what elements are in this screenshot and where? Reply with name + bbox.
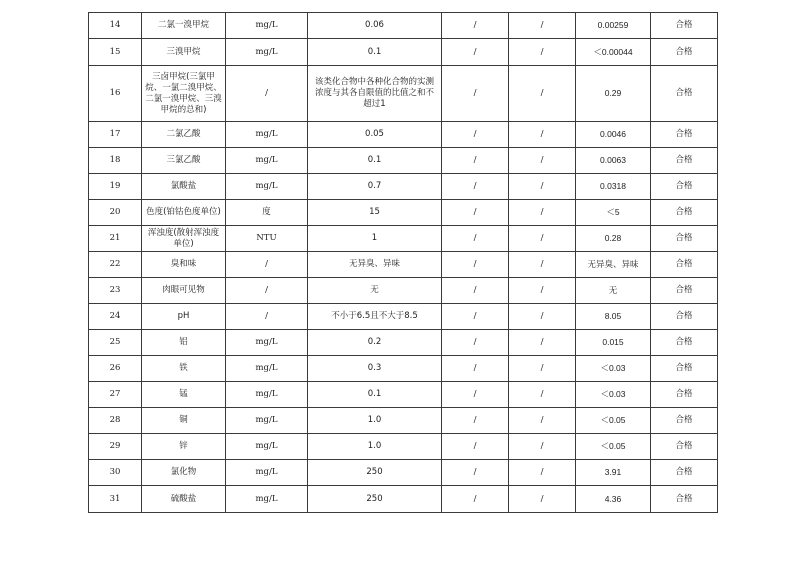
unit-cell: /	[226, 278, 308, 304]
unit-cell: mg/L	[226, 174, 308, 200]
limit-cell: 0.7	[308, 174, 442, 200]
test-results-table	[88, 12, 718, 513]
empty-slash-cell: /	[509, 278, 576, 304]
result-cell: 0.0063	[576, 148, 651, 174]
result-cell: ＜0.00044	[576, 39, 651, 66]
empty-slash-cell: /	[509, 122, 576, 148]
empty-slash-cell: /	[509, 252, 576, 278]
result-cell: 0.0318	[576, 174, 651, 200]
unit-cell: mg/L	[226, 39, 308, 66]
row-number: 27	[89, 382, 142, 408]
row-number: 21	[89, 226, 142, 252]
limit-cell: 1.0	[308, 434, 442, 460]
verdict-cell: 合格	[651, 13, 718, 39]
item-name: 氯化物	[142, 460, 226, 486]
item-name: pH	[142, 304, 226, 330]
row-number: 16	[89, 66, 142, 122]
item-name: 三氯乙酸	[142, 148, 226, 174]
table-row	[89, 356, 718, 382]
empty-slash-cell: /	[442, 252, 509, 278]
item-name: 色度(铂钴色度单位)	[142, 200, 226, 226]
unit-cell: mg/L	[226, 408, 308, 434]
empty-slash-cell: /	[509, 148, 576, 174]
empty-slash-cell: /	[442, 486, 509, 513]
unit-cell: NTU	[226, 226, 308, 252]
table-row	[89, 13, 718, 39]
item-name: 氯酸盐	[142, 174, 226, 200]
verdict-cell: 合格	[651, 122, 718, 148]
limit-cell: 无异臭、异味	[308, 252, 442, 278]
result-cell: 8.05	[576, 304, 651, 330]
empty-slash-cell: /	[509, 66, 576, 122]
limit-cell: 0.1	[308, 39, 442, 66]
result-cell: 0.29	[576, 66, 651, 122]
item-name: 铝	[142, 330, 226, 356]
table-row	[89, 382, 718, 408]
row-number: 24	[89, 304, 142, 330]
unit-cell: mg/L	[226, 434, 308, 460]
table-row	[89, 304, 718, 330]
unit-cell: /	[226, 66, 308, 122]
empty-slash-cell: /	[442, 122, 509, 148]
limit-cell: 0.1	[308, 382, 442, 408]
unit-cell: /	[226, 304, 308, 330]
result-cell: 3.91	[576, 460, 651, 486]
row-number: 30	[89, 460, 142, 486]
empty-slash-cell: /	[442, 200, 509, 226]
table-row	[89, 174, 718, 200]
unit-cell: 度	[226, 200, 308, 226]
table-row	[89, 252, 718, 278]
limit-cell: 0.3	[308, 356, 442, 382]
item-name: 肉眼可见物	[142, 278, 226, 304]
verdict-cell: 合格	[651, 200, 718, 226]
empty-slash-cell: /	[442, 356, 509, 382]
verdict-cell: 合格	[651, 252, 718, 278]
empty-slash-cell: /	[509, 304, 576, 330]
verdict-cell: 合格	[651, 486, 718, 513]
verdict-cell: 合格	[651, 39, 718, 66]
empty-slash-cell: /	[509, 39, 576, 66]
unit-cell: mg/L	[226, 13, 308, 39]
limit-cell: 0.2	[308, 330, 442, 356]
item-name: 铁	[142, 356, 226, 382]
item-name: 锌	[142, 434, 226, 460]
empty-slash-cell: /	[442, 66, 509, 122]
item-name: 硫酸盐	[142, 486, 226, 513]
table-body	[89, 13, 718, 513]
unit-cell: /	[226, 252, 308, 278]
unit-cell: mg/L	[226, 486, 308, 513]
verdict-cell: 合格	[651, 434, 718, 460]
empty-slash-cell: /	[442, 278, 509, 304]
item-name: 二氯一溴甲烷	[142, 13, 226, 39]
empty-slash-cell: /	[509, 200, 576, 226]
result-cell: 无异臭、异味	[576, 252, 651, 278]
empty-slash-cell: /	[509, 13, 576, 39]
limit-cell: 无	[308, 278, 442, 304]
item-name: 锰	[142, 382, 226, 408]
unit-cell: mg/L	[226, 382, 308, 408]
empty-slash-cell: /	[509, 330, 576, 356]
empty-slash-cell: /	[442, 304, 509, 330]
empty-slash-cell: /	[442, 460, 509, 486]
verdict-cell: 合格	[651, 408, 718, 434]
empty-slash-cell: /	[509, 434, 576, 460]
limit-cell: 250	[308, 486, 442, 513]
limit-cell: 0.06	[308, 13, 442, 39]
verdict-cell: 合格	[651, 382, 718, 408]
empty-slash-cell: /	[442, 408, 509, 434]
verdict-cell: 合格	[651, 66, 718, 122]
verdict-cell: 合格	[651, 330, 718, 356]
result-cell: 0.0046	[576, 122, 651, 148]
result-cell: ＜0.05	[576, 434, 651, 460]
empty-slash-cell: /	[442, 13, 509, 39]
verdict-cell: 合格	[651, 460, 718, 486]
unit-cell: mg/L	[226, 330, 308, 356]
empty-slash-cell: /	[442, 39, 509, 66]
item-name: 三卤甲烷(三氯甲烷、一氯二溴甲烷、二氯一溴甲烷、三溴甲烷的总和)	[142, 66, 226, 122]
unit-cell: mg/L	[226, 148, 308, 174]
item-name: 铜	[142, 408, 226, 434]
limit-cell: 250	[308, 460, 442, 486]
table-row	[89, 460, 718, 486]
result-cell: ＜5	[576, 200, 651, 226]
table-row	[89, 226, 718, 252]
table-row	[89, 39, 718, 66]
empty-slash-cell: /	[509, 486, 576, 513]
table-row	[89, 486, 718, 513]
table-row	[89, 330, 718, 356]
table-row	[89, 66, 718, 122]
empty-slash-cell: /	[442, 330, 509, 356]
result-cell: 0.015	[576, 330, 651, 356]
unit-cell: mg/L	[226, 122, 308, 148]
row-number: 31	[89, 486, 142, 513]
limit-cell: 15	[308, 200, 442, 226]
limit-cell: 0.05	[308, 122, 442, 148]
table-row	[89, 408, 718, 434]
empty-slash-cell: /	[509, 460, 576, 486]
table-row	[89, 200, 718, 226]
row-number: 28	[89, 408, 142, 434]
result-cell: ＜0.03	[576, 356, 651, 382]
result-cell: 无	[576, 278, 651, 304]
table-row	[89, 434, 718, 460]
result-cell: 4.36	[576, 486, 651, 513]
empty-slash-cell: /	[509, 174, 576, 200]
item-name: 浑浊度(散射浑浊度单位)	[142, 226, 226, 252]
table-row	[89, 148, 718, 174]
item-name: 三溴甲烷	[142, 39, 226, 66]
limit-cell: 不小于6.5且不大于8.5	[308, 304, 442, 330]
limit-cell: 0.1	[308, 148, 442, 174]
verdict-cell: 合格	[651, 356, 718, 382]
empty-slash-cell: /	[509, 408, 576, 434]
verdict-cell: 合格	[651, 174, 718, 200]
result-cell: 0.00259	[576, 13, 651, 39]
result-cell: ＜0.05	[576, 408, 651, 434]
empty-slash-cell: /	[442, 174, 509, 200]
unit-cell: mg/L	[226, 460, 308, 486]
row-number: 23	[89, 278, 142, 304]
row-number: 17	[89, 122, 142, 148]
row-number: 19	[89, 174, 142, 200]
verdict-cell: 合格	[651, 226, 718, 252]
empty-slash-cell: /	[442, 382, 509, 408]
limit-cell: 1	[308, 226, 442, 252]
empty-slash-cell: /	[442, 226, 509, 252]
item-name: 臭和味	[142, 252, 226, 278]
row-number: 25	[89, 330, 142, 356]
limit-cell: 该类化合物中各种化合物的实测浓度与其各自限值的比值之和不超过1	[308, 66, 442, 122]
empty-slash-cell: /	[442, 434, 509, 460]
table-row	[89, 122, 718, 148]
empty-slash-cell: /	[442, 148, 509, 174]
unit-cell: mg/L	[226, 356, 308, 382]
verdict-cell: 合格	[651, 304, 718, 330]
item-name: 二氯乙酸	[142, 122, 226, 148]
result-cell: ＜0.03	[576, 382, 651, 408]
verdict-cell: 合格	[651, 278, 718, 304]
row-number: 15	[89, 39, 142, 66]
empty-slash-cell: /	[509, 382, 576, 408]
empty-slash-cell: /	[509, 226, 576, 252]
result-cell: 0.28	[576, 226, 651, 252]
row-number: 18	[89, 148, 142, 174]
row-number: 26	[89, 356, 142, 382]
verdict-cell: 合格	[651, 148, 718, 174]
empty-slash-cell: /	[509, 356, 576, 382]
row-number: 20	[89, 200, 142, 226]
table-row	[89, 278, 718, 304]
row-number: 29	[89, 434, 142, 460]
limit-cell: 1.0	[308, 408, 442, 434]
row-number: 14	[89, 13, 142, 39]
row-number: 22	[89, 252, 142, 278]
